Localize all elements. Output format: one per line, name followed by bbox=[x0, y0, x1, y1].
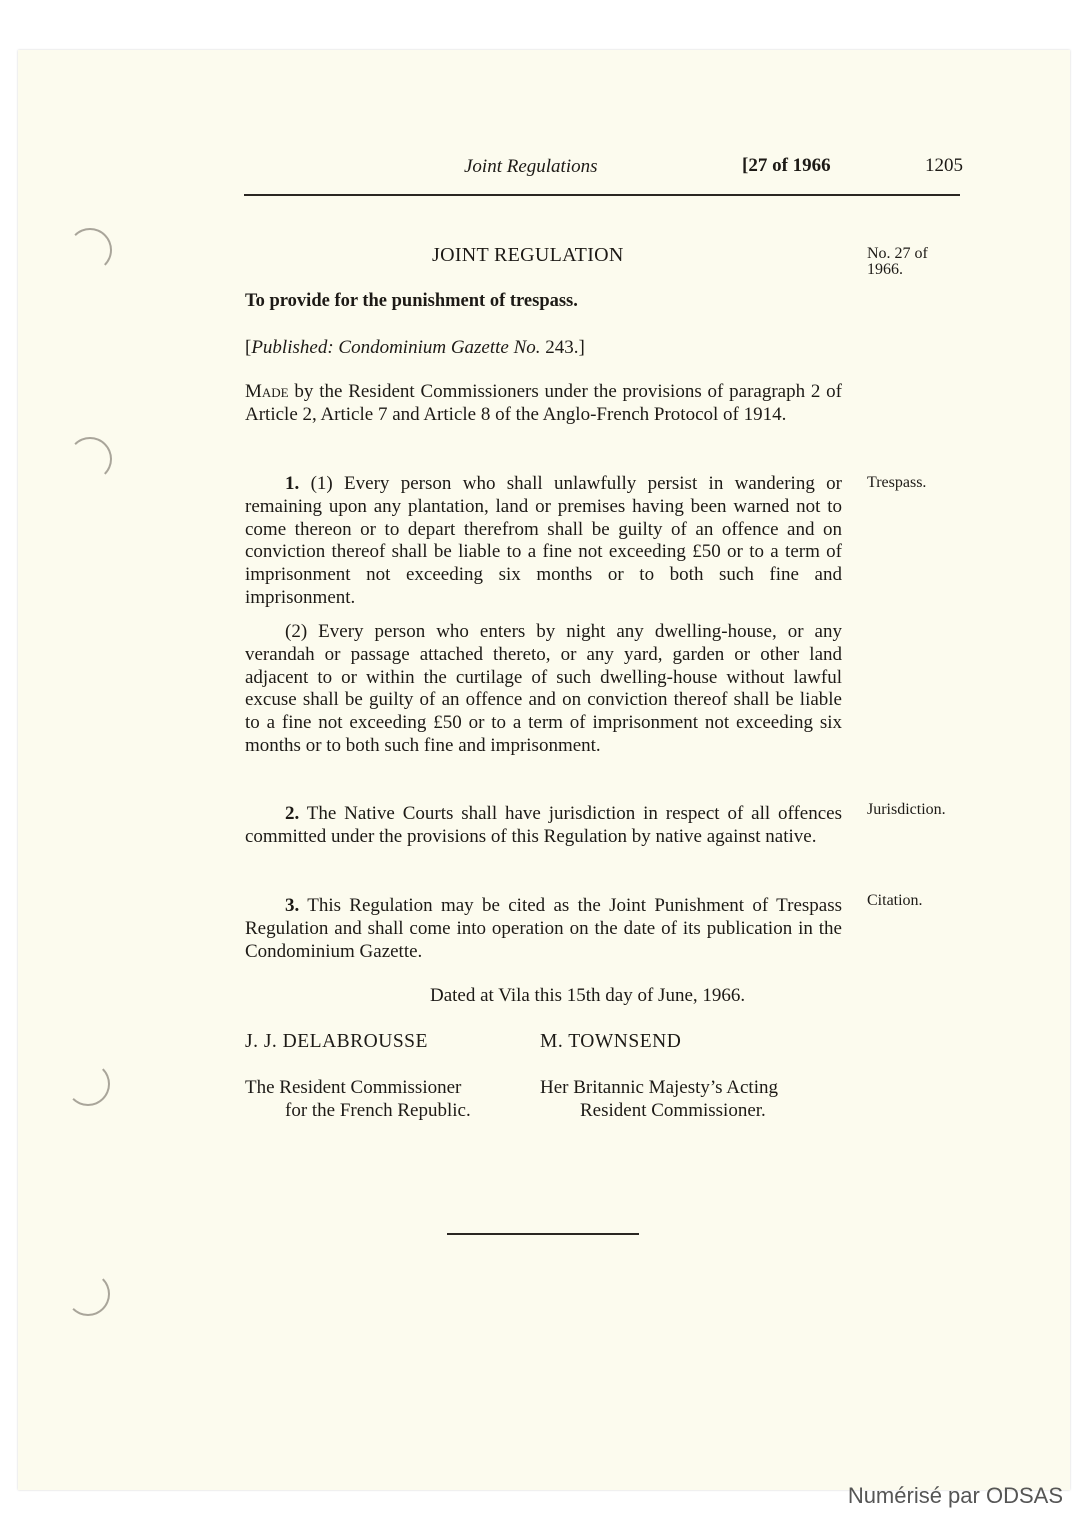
signatory-1-title-line1: The Resident Commissioner bbox=[245, 1077, 462, 1098]
signatory-2-title bbox=[540, 1076, 778, 1122]
publication-note bbox=[245, 337, 585, 359]
publication-label: Published: Condominium Gazette No. bbox=[251, 337, 541, 358]
end-divider bbox=[447, 1233, 639, 1235]
signatory-2-title-line1: Her Britannic Majesty’s Acting bbox=[540, 1077, 778, 1098]
publication-number: 243.] bbox=[540, 337, 585, 358]
side-note-number-line1: No. 27 of bbox=[867, 245, 928, 262]
side-note-citation: Citation. bbox=[867, 892, 923, 909]
running-header-reference: [27 of 1966 bbox=[742, 155, 831, 176]
section-2 bbox=[245, 803, 842, 849]
page-number: 1205 bbox=[925, 155, 963, 176]
section-1-subsection-1 bbox=[245, 473, 842, 610]
side-note-trespass: Trespass. bbox=[867, 474, 927, 491]
signatory-2-name: M. TOWNSEND bbox=[540, 1031, 682, 1052]
side-note-jurisdiction: Jurisdiction. bbox=[867, 801, 946, 818]
purpose-statement: To provide for the punishment of trespass. bbox=[245, 291, 578, 311]
section-1-1-text: (1) Every person who shall unlawfully persist in wandering or remaining upon any plantation, land or premises having been warned not to come thereon or to depart therefrom shall be guilty of an offence and on conviction thereof shall be liable to a fine not exceeding £50 or to a term of imprisonment not exceeding six months or to both such fine and imprisonment. bbox=[245, 473, 842, 608]
digitization-credit: Numérisé par ODSAS bbox=[847, 1483, 1063, 1508]
section-3 bbox=[245, 895, 842, 963]
signatory-1-title-line2: for the French Republic. bbox=[285, 1100, 471, 1121]
section-2-number: 2. bbox=[285, 803, 300, 824]
section-3-text: This Regulation may be cited as the Joint Punishment of Trespass Regulation and shall come into operation on the date of its publication in the Condominium Gazette. bbox=[245, 895, 842, 962]
publication-bracket: [ bbox=[245, 337, 252, 358]
signatory-1-name: J. J. DELABROUSSE bbox=[245, 1031, 428, 1052]
binder-hole bbox=[66, 1062, 110, 1106]
signatory-2-title-line2: Resident Commissioner. bbox=[580, 1100, 766, 1121]
signatory-1-title bbox=[245, 1076, 471, 1122]
enacting-lead: Made bbox=[245, 381, 289, 402]
binder-hole bbox=[68, 228, 112, 272]
binder-hole bbox=[68, 437, 112, 481]
section-1-subsection-2: (2) Every person who enters by night any dwelling-house, or any verandah or passage attached thereto, or any yard, garden or other land adjacent to or within the curtilage of such dwelling-house without lawful excuse shall be guilty of an offence and on conviction thereof shall be liable to a fine not exceeding £50 or to a term of imprisonment not exceeding six months or to both such fine and imprisonment. bbox=[245, 621, 842, 756]
header-divider bbox=[244, 194, 960, 196]
dated-line: Dated at Vila this 15th day of June, 1966. bbox=[430, 985, 746, 1006]
running-header-title: Joint Regulations bbox=[464, 156, 598, 177]
side-note-number bbox=[867, 246, 957, 278]
section-2-text: The Native Courts shall have jurisdiction in respect of all offences committed under the provisions of this Regulation by native against native. bbox=[245, 803, 842, 847]
enacting-text: by the Resident Commissioners under the provisions of paragraph 2 of Article 2, Article 7 and Article 8 of the Anglo-French Protocol of 1914. bbox=[245, 381, 842, 425]
document-heading: JOINT REGULATION bbox=[432, 244, 624, 266]
binder-hole bbox=[66, 1272, 110, 1316]
enacting-clause bbox=[245, 381, 842, 427]
section-1-number: 1. bbox=[285, 473, 300, 494]
side-note-number-line2: 1966. bbox=[867, 261, 903, 278]
section-3-number: 3. bbox=[285, 895, 300, 916]
